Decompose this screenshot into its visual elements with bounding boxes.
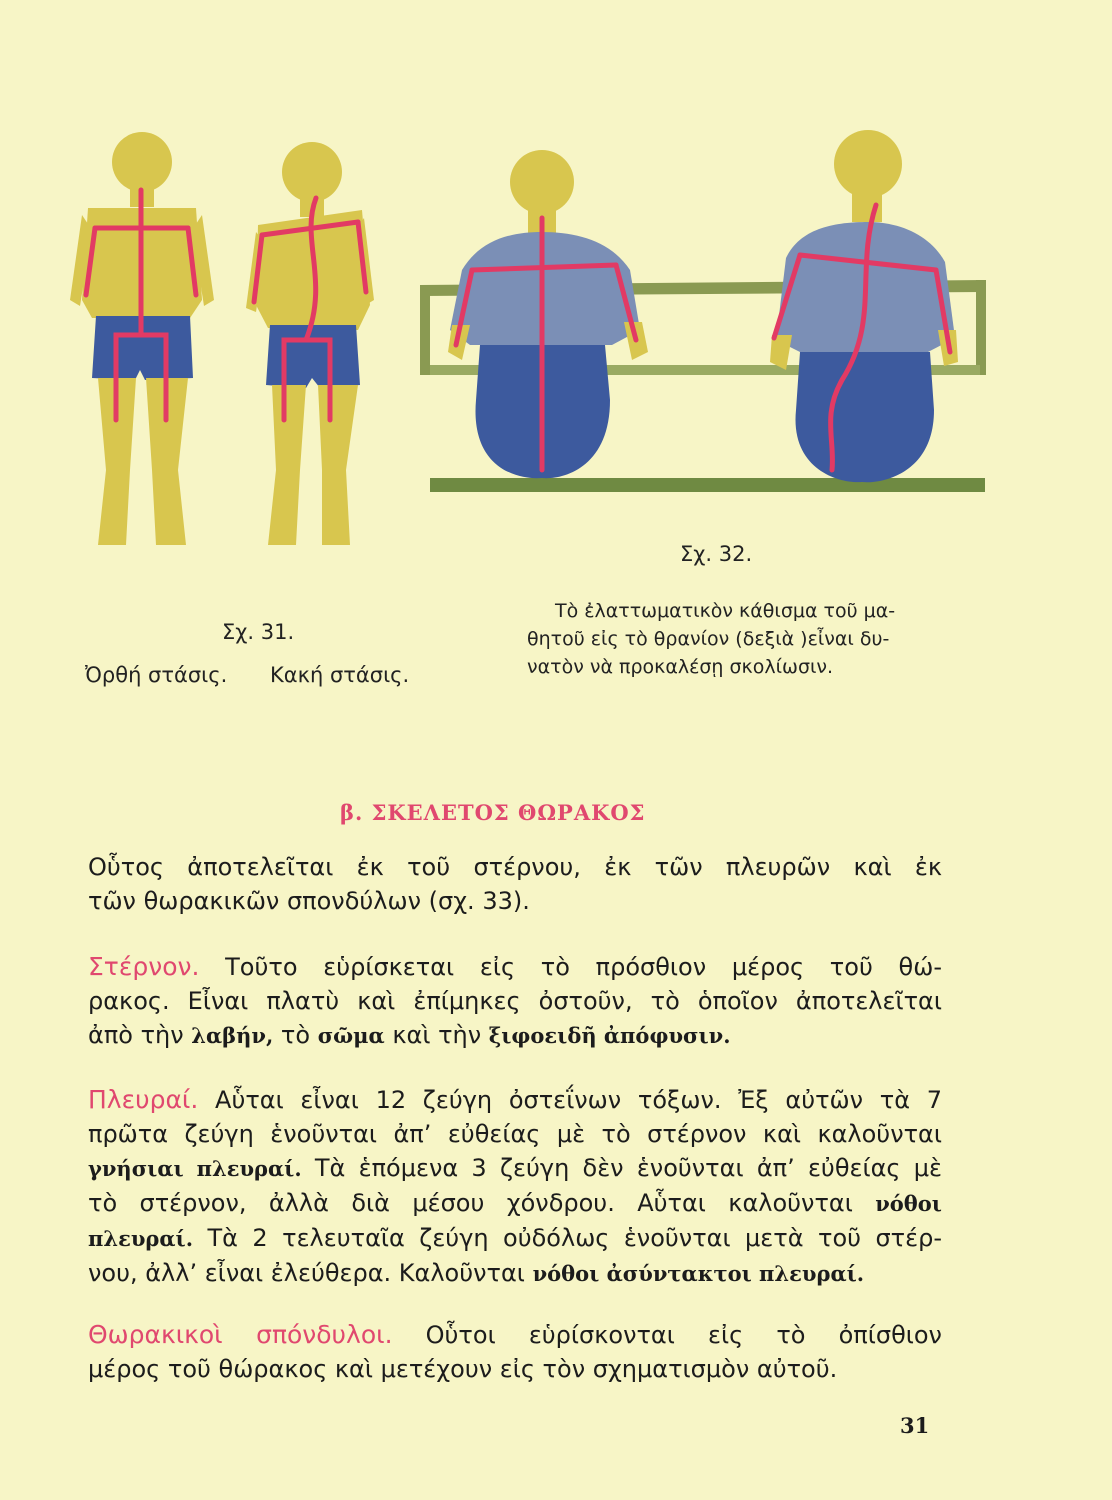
text-line: ρακος. Εἶναι πλατὺ καὶ ἐπίμηκες ὀστοῦν, τὸ ὁποῖον ἀποτελεῖται bbox=[88, 987, 942, 1015]
bold-term: σῶμα bbox=[317, 1023, 385, 1048]
text-line bbox=[88, 1018, 942, 1053]
text-run: νου, ἀλλ’ εἶναι ἐλεύθερα. Καλοῦνται bbox=[88, 1259, 525, 1287]
text-line bbox=[88, 1151, 942, 1186]
bold-term: ξιφοειδῆ ἀπόφυσιν. bbox=[488, 1023, 731, 1048]
text-line bbox=[88, 1318, 942, 1352]
bold-term: νόθοι ἀσύντακτοι πλευραί. bbox=[532, 1261, 865, 1286]
text-line bbox=[88, 950, 942, 984]
text-line: Οὗτος ἀποτελεῖται ἐκ τοῦ στέρνου, ἐκ τῶν πλευρῶν καὶ ἐκ bbox=[88, 853, 942, 881]
text-line bbox=[88, 1186, 942, 1221]
text-run: καὶ τὴν bbox=[392, 1021, 482, 1049]
bold-term: γνήσιαι πλευραί. bbox=[88, 1156, 302, 1181]
fig32-caption-line: νατὸν νὰ προκαλέσῃ σκολίωσιν. bbox=[527, 656, 834, 678]
term-vertebrae: Θωρακικοὶ σπόνδυλοι. bbox=[88, 1320, 393, 1349]
text-run: τὸ στέρνον, ἀλλὰ διὰ μέσου χόνδρου. Αὗται καλοῦνται bbox=[88, 1189, 853, 1217]
page-number: 31 bbox=[900, 1413, 930, 1438]
intro-paragraph bbox=[88, 850, 942, 918]
text-run: τὸ bbox=[280, 1021, 311, 1049]
fig31-right-caption: Κακή στάσις. bbox=[270, 663, 410, 687]
text-line: τῶν θωρακικῶν σπονδύλων (σχ. 33). bbox=[88, 887, 530, 915]
figure-bad-posture bbox=[246, 142, 374, 545]
term-ribs: Πλευραί. bbox=[88, 1085, 199, 1114]
text-line: μέρος τοῦ θώρακος καὶ μετέχουν εἰς τὸν σχηματισμὸν αὐτοῦ. bbox=[88, 1355, 838, 1383]
bold-term: νόθοι bbox=[875, 1191, 942, 1216]
text-run: Τοῦτο εὑρίσκεται εἰς τὸ πρόσθιον μέρος τοῦ θώ- bbox=[225, 953, 942, 981]
figure-correct-posture bbox=[70, 132, 214, 545]
figure-desk-seating bbox=[420, 130, 986, 492]
fig32-label: Σχ. 32. bbox=[680, 542, 753, 566]
section-heading: β. ΣΚΕΛΕΤΟΣ ΘΩΡΑΚΟΣ bbox=[340, 800, 646, 825]
text-line: πρῶτα ζεύγη ἑνοῦνται ἀπ’ εὐθείας μὲ τὸ στέρνον καὶ καλοῦνται bbox=[88, 1120, 942, 1148]
fig31-label: Σχ. 31. bbox=[222, 620, 295, 644]
text-run: Αὗται εἶναι 12 ζεύγη ὀστεΐνων τόξων. Ἐξ αὐτῶν τὰ 7 bbox=[215, 1086, 942, 1114]
posture-illustrations bbox=[0, 0, 1112, 600]
vertebrae-paragraph bbox=[88, 1318, 942, 1386]
text-run: Τὰ ἑπόμενα 3 ζεύγη δὲν ἑνοῦνται ἀπ’ εὐθείας μὲ bbox=[314, 1154, 942, 1182]
text-line bbox=[88, 1256, 942, 1291]
bold-term: λαβήν, bbox=[191, 1023, 274, 1048]
fig32-caption-line: Τὸ ἐλαττωματικὸν κάθισμα τοῦ μα- bbox=[555, 600, 896, 622]
bold-term: πλευραί. bbox=[88, 1226, 194, 1251]
text-line bbox=[88, 1221, 942, 1256]
text-line bbox=[88, 1083, 942, 1117]
ribs-paragraph bbox=[88, 1083, 942, 1291]
text-run: ἀπὸ τὴν bbox=[88, 1021, 184, 1049]
term-sternum: Στέρνον. bbox=[88, 952, 200, 981]
fig32-caption-line: θητοῦ εἰς τὸ θρανίον (δεξιὰ )εἶναι δυ- bbox=[527, 628, 890, 650]
text-run: Οὗτοι εὑρίσκονται εἰς τὸ ὀπίσθιον bbox=[425, 1321, 942, 1349]
sternum-paragraph bbox=[88, 950, 942, 1053]
text-run: Τὰ 2 τελευταῖα ζεύγη οὐδόλως ἑνοῦνται μετὰ τοῦ στέρ- bbox=[207, 1224, 942, 1252]
fig31-left-caption: Ὀρθή στάσις. bbox=[85, 663, 228, 687]
